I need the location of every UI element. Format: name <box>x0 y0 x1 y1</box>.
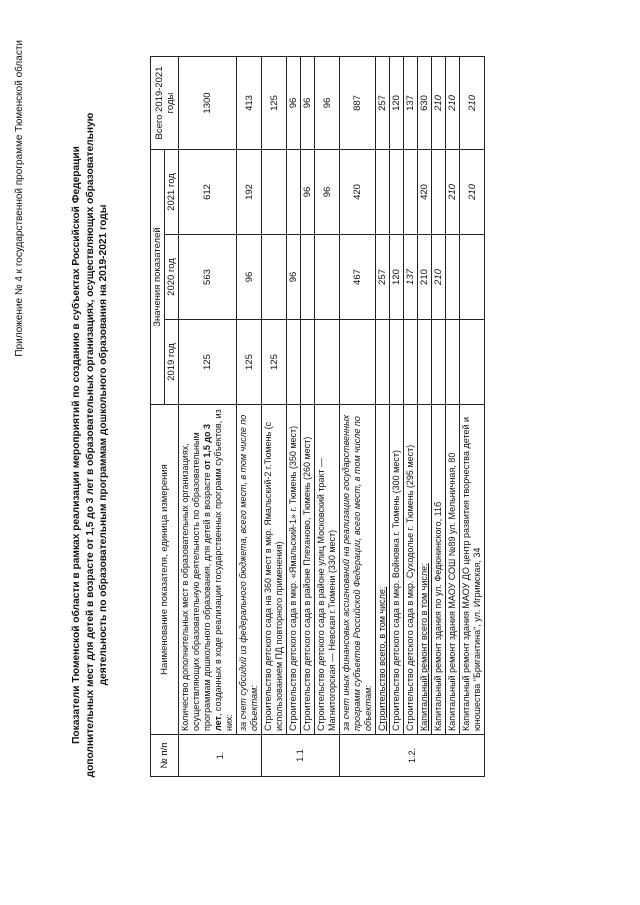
value-2021 <box>404 149 418 234</box>
row-num: 1.1 <box>262 735 340 777</box>
row-name: Строительство детского сада на 360 мест в мкр. Ямальский-2 г.Тюмень (с использованием ПД повторного применения) <box>262 405 287 735</box>
value-total: 630 <box>418 56 432 149</box>
table-row <box>315 56 340 776</box>
value-2020 <box>315 235 340 320</box>
row-name: за счет иных финансовых ассигнований на реализацию государственных программ субъектов Российской Федерации, всего мест, в том числе по объектам: <box>340 405 376 735</box>
row-num: 1. <box>179 735 262 777</box>
value-total: 210 <box>446 56 460 149</box>
value-2020 <box>446 235 460 320</box>
value-2019 <box>340 320 376 405</box>
value-2019: 125 <box>179 320 237 405</box>
value-2021 <box>432 149 446 234</box>
title-line-3: деятельность по образовательным программам дошкольного образования на 2019-2021 годы <box>98 204 109 686</box>
value-2021: 420 <box>340 149 376 234</box>
indicators-table <box>150 56 485 777</box>
value-2020: 210 <box>432 235 446 320</box>
value-total: 125 <box>262 56 287 149</box>
row-name: Строительство детского сада в мкр. Суходолье г. Тюмень (295 мест) <box>404 405 418 735</box>
value-total: 413 <box>237 56 262 149</box>
value-2021 <box>390 149 404 234</box>
value-total: 1300 <box>179 56 237 149</box>
value-2019 <box>376 320 390 405</box>
row-name: Строительство детского сада в районе Плеханово, Тюмень (260 мест) <box>301 405 315 735</box>
value-total: 257 <box>376 56 390 149</box>
table-row <box>418 56 432 776</box>
value-2021: 420 <box>418 149 432 234</box>
header-row-1 <box>151 56 165 776</box>
value-2020: 210 <box>418 235 432 320</box>
value-total: 120 <box>390 56 404 149</box>
value-2019 <box>418 320 432 405</box>
table-row <box>179 56 237 776</box>
row-name: Капитальный ремонт здания по ул. Федюнинского, 11б <box>432 405 446 735</box>
value-2020: 137 <box>404 235 418 320</box>
value-2021 <box>262 149 287 234</box>
table-row <box>340 56 376 776</box>
table-row <box>376 56 390 776</box>
value-2019: 125 <box>262 320 287 405</box>
table-row <box>432 56 446 776</box>
value-2021: 96 <box>315 149 340 234</box>
row-name-part: , созданных в ходе реализации государственных программ субъектов, из них: <box>213 409 234 731</box>
table-row <box>237 56 262 776</box>
value-2020 <box>460 235 485 320</box>
value-2019: 125 <box>237 320 262 405</box>
row-num: 1.2. <box>340 735 485 777</box>
value-2019 <box>404 320 418 405</box>
table-row <box>287 56 301 776</box>
appendix-note: Приложение № 4 к государственной программе Тюменской области <box>14 40 25 357</box>
row-name: Строительство всего, в том числе: <box>376 405 390 735</box>
value-2021 <box>376 149 390 234</box>
header-total: Всего 2019-2021 годы <box>151 56 179 149</box>
value-2021: 612 <box>179 149 237 234</box>
header-name: Наименование показателя, единица измерения <box>151 405 179 735</box>
value-2021: 210 <box>460 149 485 234</box>
row-name: Капитальный ремонт всего в том числе: <box>418 405 432 735</box>
table-row <box>262 56 287 776</box>
value-total: 96 <box>287 56 301 149</box>
value-2020: 96 <box>237 235 262 320</box>
value-2020 <box>262 235 287 320</box>
table-row <box>390 56 404 776</box>
row-name: Строительство детского сада в районе улиц Московский тракт — Магнитогорская — Невская г.Тюмени (330 мест) <box>315 405 340 735</box>
row-name: Капитальный ремонт здания МАОУ ДО центр развития творчества детей и юношества "Бригантина", ул. Игримская, 34 <box>460 405 485 735</box>
row-name: Строительство детского сада в мкр. «Ямальский-1» г. Тюмень (350 мест) <box>287 405 301 735</box>
value-total: 210 <box>460 56 485 149</box>
header-values: Значения показателей <box>151 149 165 404</box>
value-2020: 120 <box>390 235 404 320</box>
table-row <box>301 56 315 776</box>
value-2020: 467 <box>340 235 376 320</box>
value-total: 137 <box>404 56 418 149</box>
value-2019 <box>301 320 315 405</box>
value-2019 <box>390 320 404 405</box>
value-total: 210 <box>432 56 446 149</box>
table-row <box>404 56 418 776</box>
value-total: 887 <box>340 56 376 149</box>
value-2020 <box>301 235 315 320</box>
header-2020: 2020 год <box>165 235 179 320</box>
value-total: 96 <box>315 56 340 149</box>
row-name: Капитальный ремонт здания МАОУ СОШ №89 ул. Мельничная, 80 <box>446 405 460 735</box>
row-name-bold-part: от 1,5 до 3 лет <box>202 423 223 731</box>
value-2021 <box>287 149 301 234</box>
value-2021: 210 <box>446 149 460 234</box>
value-2019 <box>446 320 460 405</box>
row-name: за счет субсидий из федерального бюджета, всего мест, в том числе по объектам: <box>237 405 262 735</box>
value-2020: 257 <box>376 235 390 320</box>
row-name <box>179 405 237 735</box>
value-2021: 192 <box>237 149 262 234</box>
value-total: 96 <box>301 56 315 149</box>
value-2020: 96 <box>287 235 301 320</box>
value-2019 <box>460 320 485 405</box>
table-row <box>446 56 460 776</box>
header-2021: 2021 год <box>165 149 179 234</box>
title-line-2: дополнительных мест для детей в возрасте от 1,5 до 3 лет в образовательных организациях, осуществляющих образовательную <box>84 112 96 778</box>
title-line-1: Показатели Тюменской области в рамках реализации мероприятий по созданию в субъектах Российской Федерации <box>71 146 82 744</box>
document-title <box>70 45 111 845</box>
value-2020: 563 <box>179 235 237 320</box>
value-2019 <box>287 320 301 405</box>
row-name-part: Количество дополнительных мест в образовательных организациях, осуществляющих образовательную деятельность по образовательным программам дошкольного образования, для детей в возрасте <box>180 432 212 731</box>
row-name: Строительство детского сада в мкр. Войновка г. Тюмень (300 мест) <box>390 405 404 735</box>
value-2019 <box>432 320 446 405</box>
value-2021: 96 <box>301 149 315 234</box>
header-2019: 2019 год <box>165 320 179 405</box>
value-2019 <box>315 320 340 405</box>
header-num: № п/п <box>151 735 179 777</box>
table-row <box>460 56 485 776</box>
